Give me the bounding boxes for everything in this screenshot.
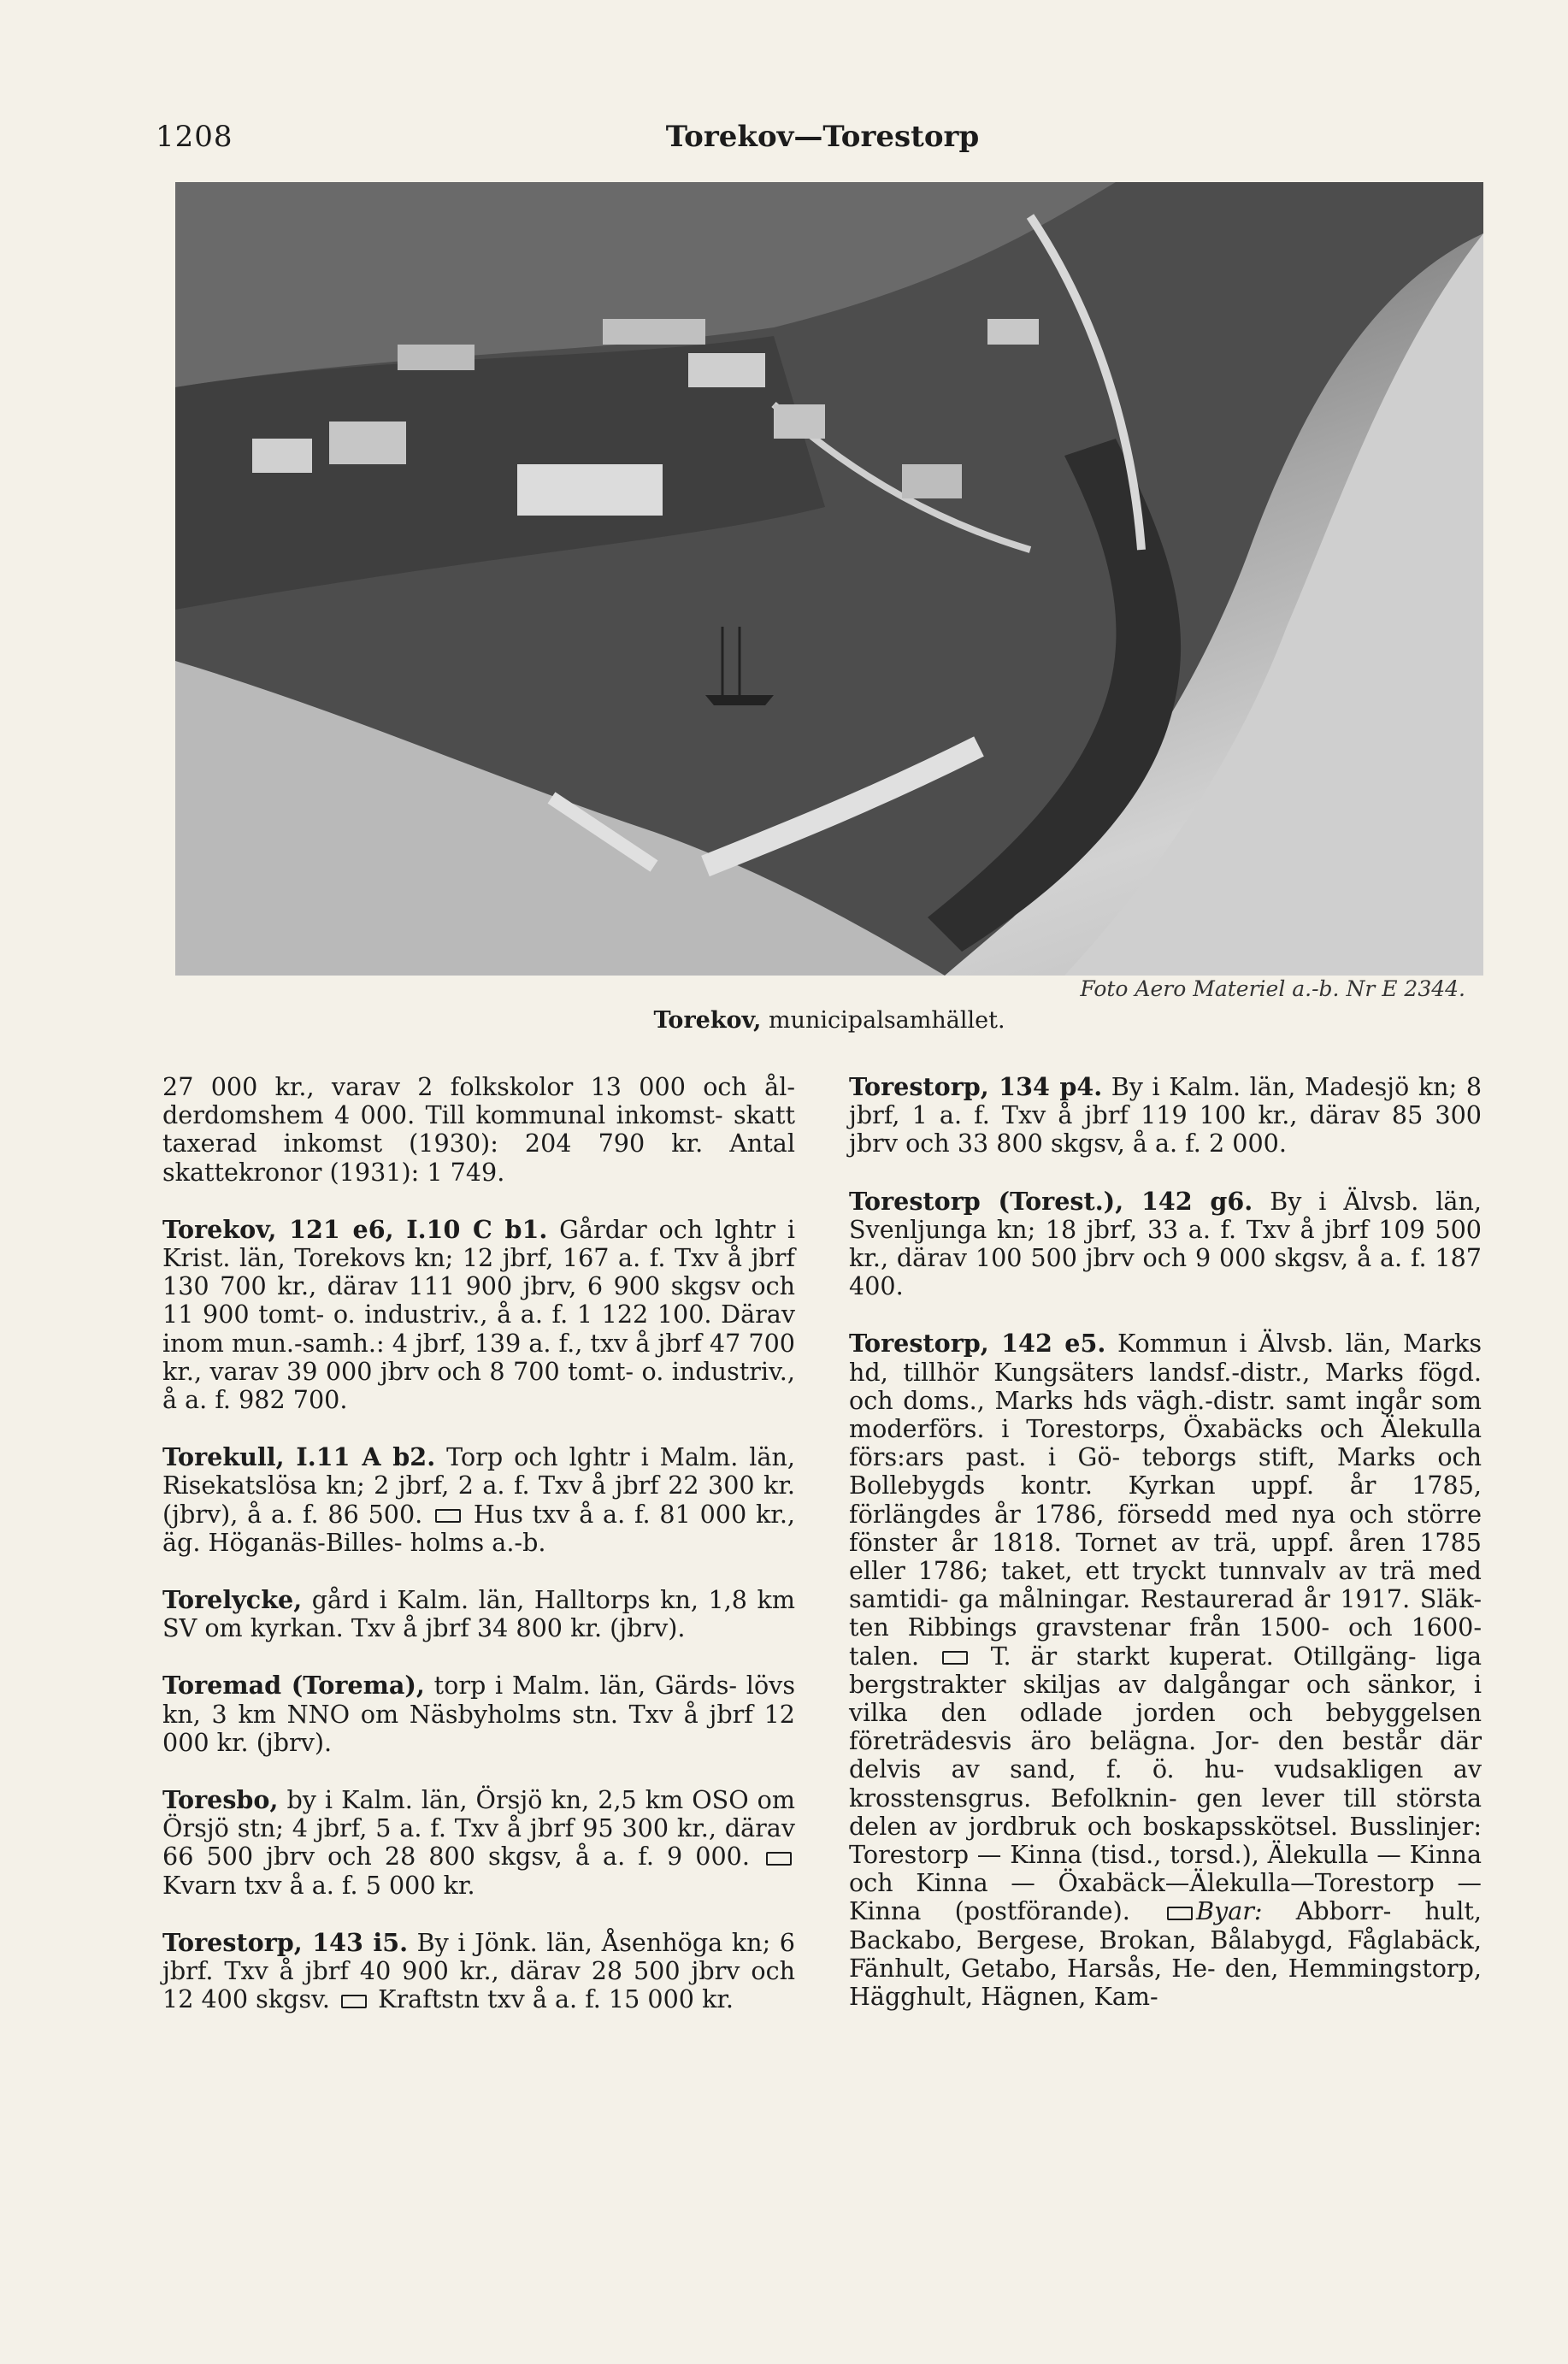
entry-headword: Torekov, 121 e6, I.10 C b1. — [162, 1214, 548, 1244]
photo-credit: Foto Aero Materiel a.-b. Nr E 2344. — [1080, 976, 1465, 1001]
entry-text-after-symbol: Kraftstn txv å a. f. 15 000 kr. — [370, 1984, 734, 2014]
entry-text: By i Kalm. län, Madesjö kn; 8 jbrf, 1 a. f. Txv å jbrf 119 100 kr., därav 85 300 jbrv och 33 800 skgsv, å a. f. 2 000. — [849, 1072, 1483, 1158]
entry-toremad — [162, 1671, 795, 1757]
entry-text-after-symbol: Kvarn txv å a. f. 5 000 kr. — [162, 1870, 475, 1900]
entry-torestorp-143 — [162, 1929, 795, 2014]
left-column — [162, 1073, 795, 2043]
also-symbol-icon — [435, 1509, 461, 1523]
entry-torelycke — [162, 1586, 795, 1642]
page-header — [156, 120, 1489, 171]
also-symbol-icon — [341, 1995, 367, 2008]
entry-torestorp-134 — [849, 1073, 1482, 1158]
entry-headword: Toremad (Torema), — [162, 1671, 425, 1701]
entry-text: Gårdar och lghtr i Krist. län, Torekovs kn; 12 jbrf, 167 a. f. Txv å jbrf 130 700 kr., därav 111 900 jbrv, 6 900 skgsv och 11 900 tomt- o. industriv., å a. f. 1 122 100. Därav inom mun.-samh.: 4 jbrf, 139 a. f., txv å jbrf 47 700 kr., varav 39 000 jbrv och 8 700 tomt- o. industriv., å a. f. 982 700. — [162, 1214, 795, 1415]
entry-headword: Torestorp, 134 p4. — [849, 1072, 1103, 1101]
aerial-photo — [175, 182, 1483, 976]
entry-torekull — [162, 1443, 795, 1557]
entry-text-after-symbol: T. är starkt kuperat. Otillgäng- liga bergstrakter skiljas av dalgångar och sänkor, i vilka den odlade jorden och bebyggelsen företrädesvis äro belägna. Jor- den består där delvis av sand, f. ö. hu- vudsakligen av krosstensgrus. Befolknin- gen lever till största delen av jordbruk och boskapsskötsel. Busslinjer: Torestorp — Kinna (tisd., torsd.), Älekulla — Kinna och Kinna — Öxabäck—Älekulla—Torestorp —Kinna (postförande). — [849, 1641, 1482, 1926]
entry-text: gård i Kalm. län, Halltorps kn, 1,8 km SV om kyrkan. Txv å jbrf 34 800 kr. (jbrv). — [162, 1585, 795, 1643]
entry-headword: Toresbo, — [162, 1785, 279, 1815]
entry-headword: Torestorp (Torest.), 142 g6. — [849, 1186, 1253, 1216]
also-symbol-icon — [766, 1852, 792, 1866]
entry-text: Torp och lghtr i Malm. län, Risekatslösa kn; 2 jbrf, 2 a. f. Txv å jbrf 22 300 kr. (jbrv), å a. f. 86 500. — [162, 1442, 795, 1529]
also-symbol-icon — [1167, 1907, 1193, 1920]
page-title: Torekov—Torestorp — [665, 120, 980, 154]
photo-caption-place: Torekov, — [653, 1007, 762, 1034]
entry-headword: Torelycke, — [162, 1585, 303, 1615]
entry-text: torp i Malm. län, Gärds- lövs kn, 3 km NNO om Näsbyholms stn. Txv å jbrf 12 000 kr. (jbrv). — [162, 1671, 795, 1757]
villages-label: Byar: — [1196, 1896, 1263, 1926]
entry-continuation — [162, 1073, 795, 1187]
entry-toresbo — [162, 1786, 795, 1900]
aerial-photo-drawing — [175, 182, 1483, 976]
also-symbol-icon — [942, 1651, 968, 1665]
entry-torekov — [162, 1216, 795, 1414]
entry-text: By i Jönk. län, Åsenhöga kn; 6 jbrf. Txv å jbrf 40 900 kr., därav 28 500 jbrv och 12 400 skgsv. — [162, 1927, 795, 2014]
photo-caption-rest: municipalsamhället. — [761, 1007, 1005, 1034]
entry-headword: Torestorp, 143 i5. — [162, 1927, 409, 1957]
entry-text: 27 000 kr., varav 2 folkskolor 13 000 och ål- derdomshem 4 000. Till kommunal inkomst- skatt taxerad inkomst (1930): 204 790 kr. Antal skattekronor (1931): 1 749. — [162, 1072, 795, 1187]
entry-text-after-symbol: Hus txv å a. f. 81 000 kr., äg. Höganäs-Billes- holms a.-b. — [162, 1499, 796, 1557]
entry-text: by i Kalm. län, Örsjö kn, 2,5 km OSO om Örsjö stn; 4 jbrf, 5 a. f. Txv å jbrf 95 300 kr., därav 66 500 jbrv och 28 800 skgsv, å a. f. 9 000. — [162, 1785, 795, 1872]
villages-list: Abborr- hult, Backabo, Bergese, Brokan, Bålabygd, Fåglabäck, Fänhult, Getabo, Harsås, He- den, Hemmingstorp, Hägghult, Hägnen, Kam- — [849, 1896, 1482, 2012]
entry-torestorp-142-g6 — [849, 1188, 1482, 1301]
entry-headword: Torestorp, 142 e5. — [849, 1329, 1106, 1359]
entry-headword: Torekull, I.11 A b2. — [162, 1442, 436, 1472]
entry-text: By i Älvsb. län, Svenljunga kn; 18 jbrf, 33 a. f. Txv å jbrf 109 500 kr., därav 100 500 jbrv och 9 000 skgsv, å a. f. 187 400. — [849, 1186, 1482, 1301]
entry-text: Kommun i Älvsb. län, Marks hd, tillhör Kungsäters landsf.-distr., Marks fögd. och doms., Marks hds vägh.-distr. samt ingår som moderförs. i Torestorps, Öxabäcks och Älekulla förs:ars past. i Gö- teborgs stift, Marks och Bollebygds kontr. Kyrkan uppf. år 1785, förlängdes år 1786, försedd med nya och större fönster år 1818. Tornet av trä, uppf. åren 1785 eller 1786; taket, ett tryckt tunnvalv av trä med samtidi- ga målningar. Restaurerad år 1917. Släk- ten Ribbings gravstenar från 1500- och 1600- talen. — [849, 1329, 1483, 1671]
right-column — [849, 1073, 1482, 2040]
entry-torestorp-142-e5 — [849, 1329, 1482, 2011]
page-number: 1208 — [156, 120, 233, 154]
photo-caption — [175, 1007, 1483, 1034]
